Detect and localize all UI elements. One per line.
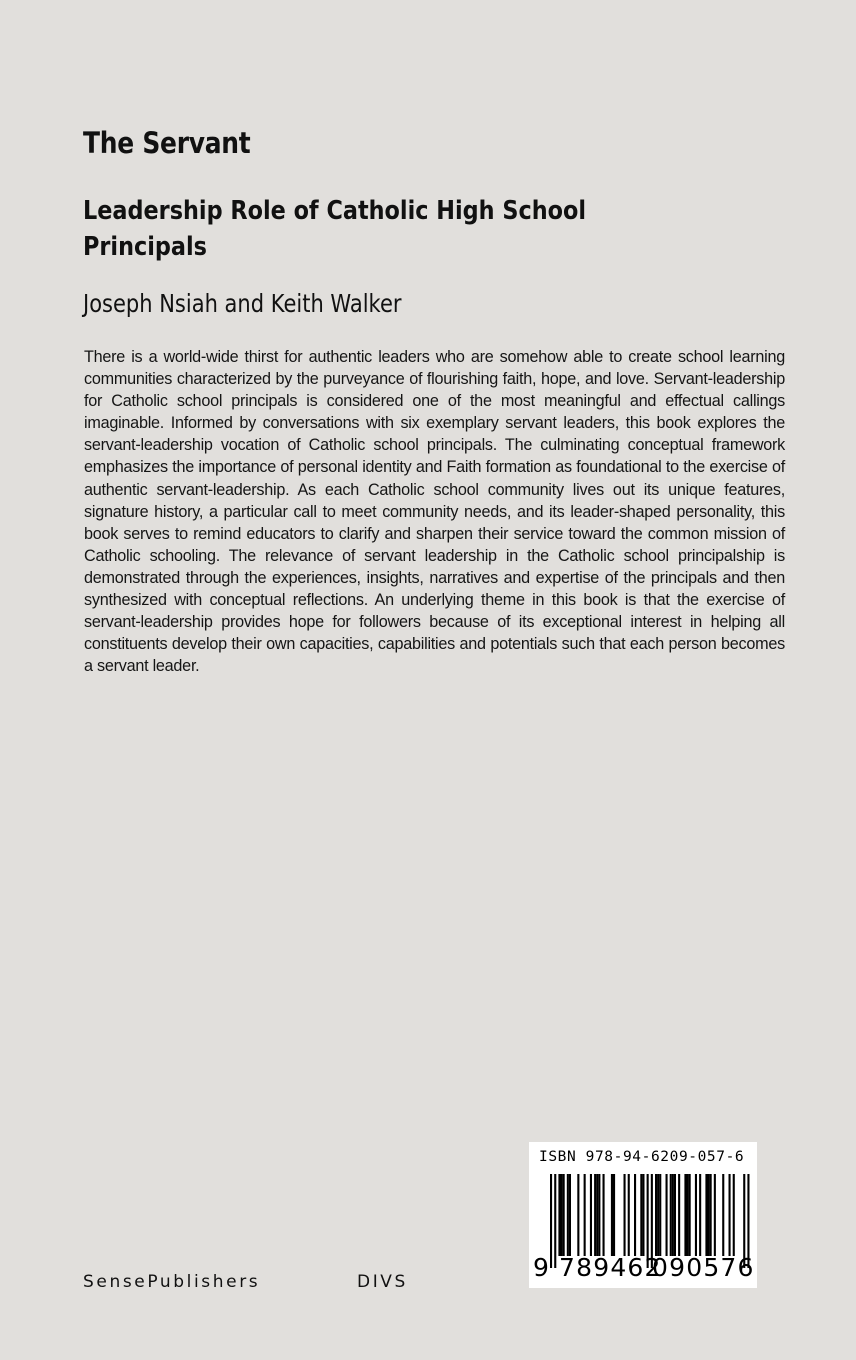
book-description: There is a world-wide thirst for authentic leaders who are somehow able to create school learning communities characterized by the purveyance of flourishing faith, hope, and love. Servant-leadership for Catholic school principals is considered one of the most meaningful and effectual callings imaginable. Informed by conversations with six exemplary servant leaders, this book explores the servant-leadership vocation of Catholic school principals. The culminating conceptual framework emphasizes the importance of personal identity and Faith formation as foundational to the exercise of authentic servant-leadership. As each Catholic school community lives out its unique features, signature history, a particular call to meet community needs, and its leader-shaped personality, this book serves to remind educators to clarify and sharpen their service toward the common mission of Catholic schooling. The relevance of servant leadership in the Catholic school principalship is demonstrated through the experiences, insights, narratives and expertise of the principals and then synthesized with conceptual reflections. An underlying theme in this book is that the exercise of servant-leadership provides hope for followers because of its exceptional interest in helping all constituents develop their own capacities, capabilities and potentials such that each person becomes a servant leader. bbox=[84, 348, 785, 676]
isbn-label: ISBN 978-94-6209-057-6 bbox=[539, 1149, 745, 1165]
ean-right-group: 090576 bbox=[652, 1253, 755, 1282]
ean-first-digit: 9 bbox=[533, 1253, 549, 1282]
series-name: DIVS bbox=[357, 1272, 408, 1292]
book-title: The Servant bbox=[83, 126, 251, 160]
book-authors: Joseph Nsiah and Keith Walker bbox=[83, 289, 402, 318]
publisher-name: SensePublishers bbox=[83, 1272, 261, 1292]
ean-left-group: 789462 bbox=[559, 1253, 662, 1282]
book-subtitle: Leadership Role of Catholic High School Principals bbox=[83, 196, 587, 262]
isbn-barcode bbox=[529, 1142, 757, 1288]
